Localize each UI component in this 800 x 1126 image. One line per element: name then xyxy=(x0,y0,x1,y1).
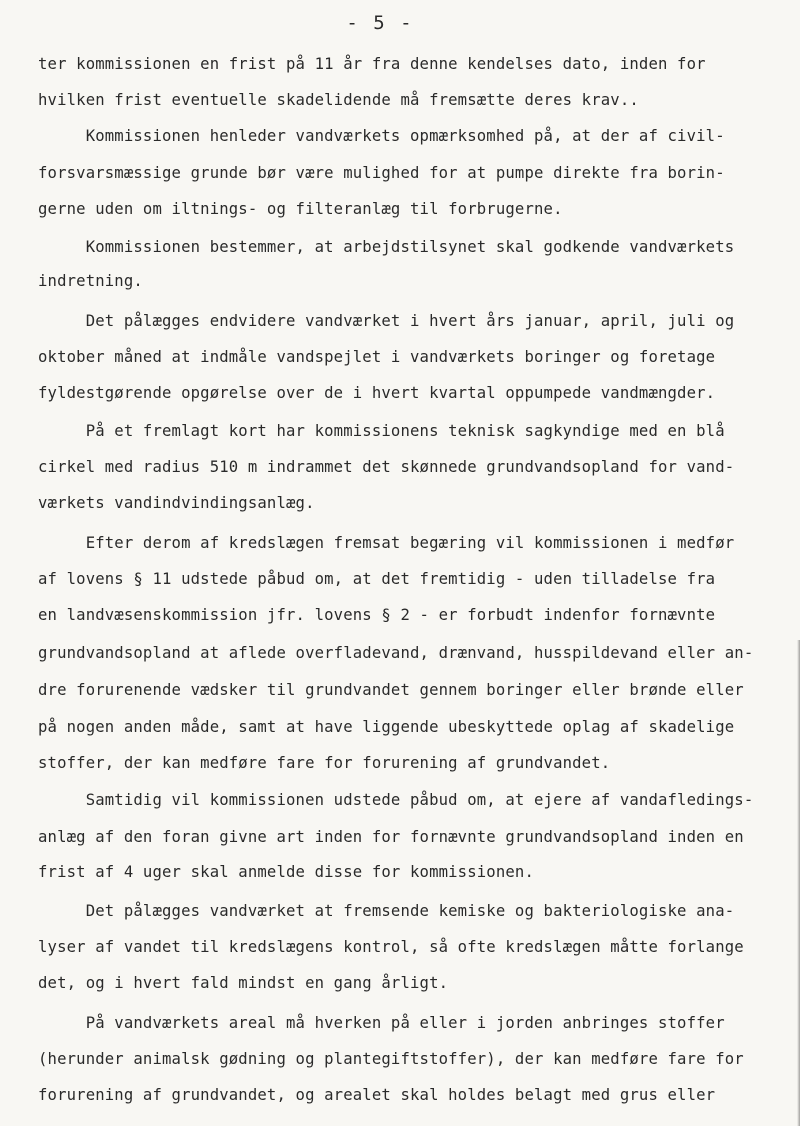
text-line: Samtidig vil kommissionen udstede påbud om, at ejere af vandafledings- xyxy=(38,791,754,809)
text-line: grundvandsopland at aflede overfladevand, drænvand, husspildevand eller an- xyxy=(38,644,754,662)
text-line: værkets vandindvindingsanlæg. xyxy=(38,494,315,512)
text-line: cirkel med radius 510 m indrammet det skønnede grundvandsopland for vand- xyxy=(38,458,735,476)
text-line: dre forurenende vædsker til grundvandet gennem boringer eller brønde eller xyxy=(38,681,744,699)
text-line: en landvæsenskommission jfr. lovens § 2 - er forbudt indenfor fornævnte xyxy=(38,606,716,624)
text-line: stoffer, der kan medføre fare for forurening af grundvandet. xyxy=(38,754,611,772)
text-line: lyser af vandet til kredslægens kontrol, så ofte kredslægen måtte forlange xyxy=(38,938,744,956)
text-line: frist af 4 uger skal anmelde disse for kommissionen. xyxy=(38,863,534,881)
text-line: forsvarsmæssige grunde bør være mulighed for at pumpe direkte fra borin- xyxy=(38,164,725,182)
text-line: Det pålægges endvidere vandværket i hvert års januar, april, juli og xyxy=(38,312,735,330)
text-line: (herunder animalsk gødning og plantegiftstoffer), der kan medføre fare for xyxy=(38,1050,744,1068)
text-line: Kommissionen henleder vandværkets opmærksomhed på, at der af civil- xyxy=(38,127,725,145)
text-line: gerne uden om iltnings- og filteranlæg til forbrugerne. xyxy=(38,200,563,218)
text-line: fyldestgørende opgørelse over de i hvert kvartal oppumpede vandmængder. xyxy=(38,384,716,402)
text-line: Efter derom af kredslægen fremsat begæring vil kommissionen i medfør xyxy=(38,534,735,552)
text-line: af lovens § 11 udstede påbud om, at det fremtidig - uden tilladelse fra xyxy=(38,570,716,588)
text-line: oktober måned at indmåle vandspejlet i vandværkets boringer og foretage xyxy=(38,348,716,366)
text-line: Det pålægges vandværket at fremsende kemiske og bakteriologiske ana- xyxy=(38,902,735,920)
text-line: på nogen anden måde, samt at have liggende ubeskyttede oplag af skadelige xyxy=(38,718,735,736)
text-line: På et fremlagt kort har kommissionens teknisk sagkyndige med en blå xyxy=(38,422,725,440)
page-number: - 5 - xyxy=(346,12,414,34)
text-line: ter kommissionen en frist på 11 år fra denne kendelses dato, inden for xyxy=(38,55,706,73)
text-line: Kommissionen bestemmer, at arbejdstilsynet skal godkende vandværkets xyxy=(38,238,735,256)
text-line: indretning. xyxy=(38,272,143,290)
text-line: forurening af grundvandet, og arealet skal holdes belagt med grus eller xyxy=(38,1086,716,1104)
text-line: På vandværkets areal må hverken på eller i jorden anbringes stoffer xyxy=(38,1014,725,1032)
text-line: hvilken frist eventuelle skadelidende må fremsætte deres krav.. xyxy=(38,91,639,109)
text-line: anlæg af den foran givne art inden for fornævnte grundvandsopland inden en xyxy=(38,828,744,846)
text-line: det, og i hvert fald mindst en gang årligt. xyxy=(38,974,449,992)
